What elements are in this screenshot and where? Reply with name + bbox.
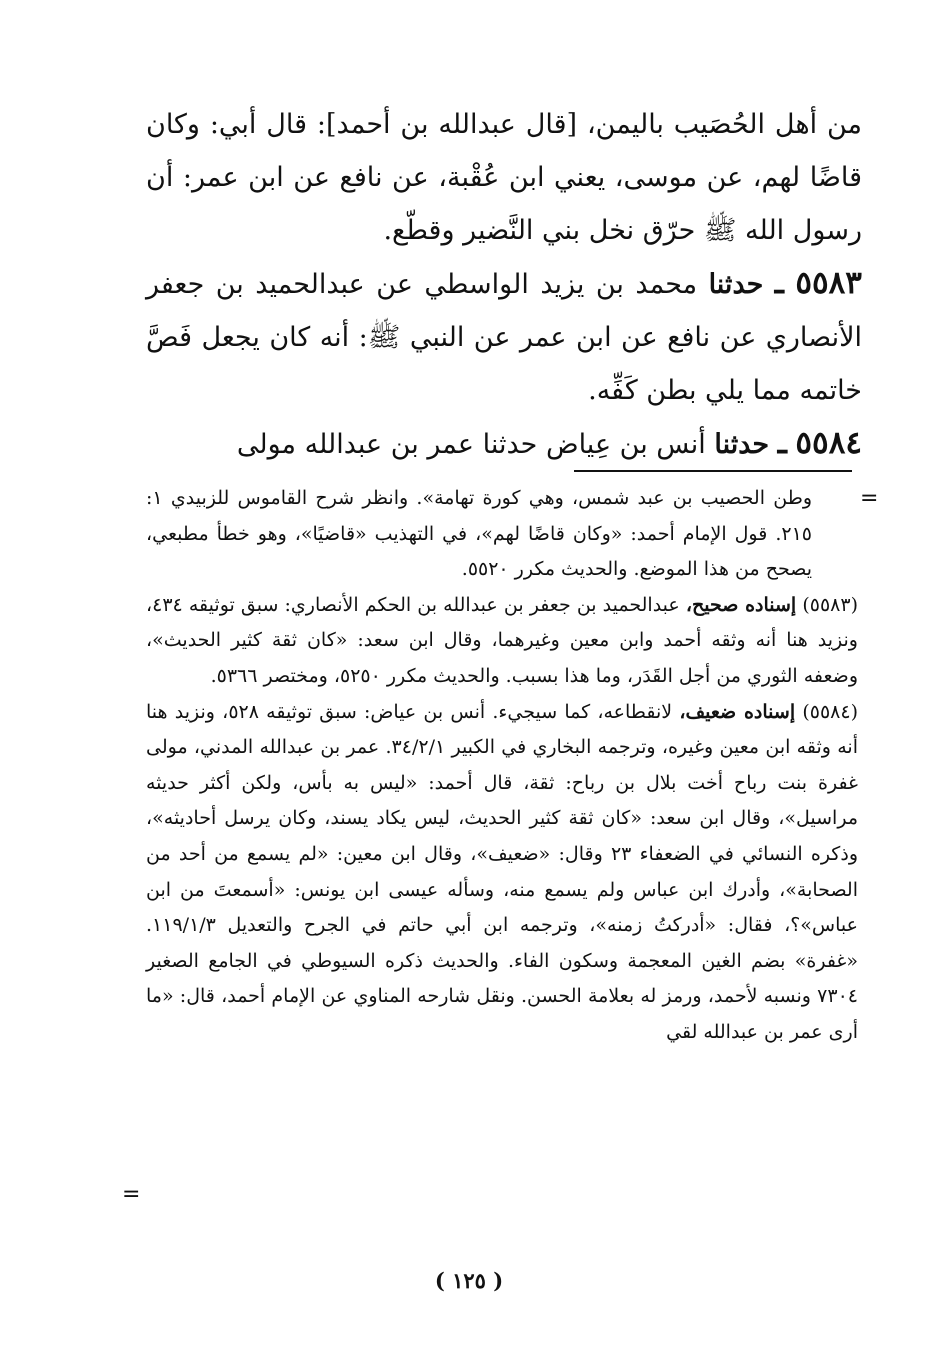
- footnotes: [146, 481, 858, 1051]
- main-text: [146, 98, 862, 471]
- footnote-separator: [574, 470, 852, 472]
- footnote-grade: إسناده ضعيف،: [679, 700, 796, 723]
- hadith-opening-word: حدثنا: [708, 269, 764, 300]
- page-number: ( ١٢٥ ): [434, 1268, 504, 1293]
- footnote-text: عبدالحميد بن جعفر بن عبدالله بن الحكم الأنصاري: سبق توثيقه ٤٣٤، ونزيد هنا أنه وثقه أحمد وابن معين وغيرهما، وقال ابن سعد: «كان ثقة كثير الحديث»، وضعفه الثوري من أجل القَدَر، وما هذا بسبب. والحديث مكرر ٥٢٥٠، ومختصر ٥٣٦٦.: [146, 593, 858, 687]
- footnote-5584: [146, 695, 858, 1051]
- hadith-5583: [146, 257, 862, 417]
- hadith-dash: ـ: [777, 425, 787, 461]
- hadith-text: أنس بن عِياض حدثنا عمر بن عبدالله مولى: [236, 429, 706, 460]
- footnote-number: (٥٥٨٣): [802, 593, 858, 616]
- footnote-text: لانقطاعه، كما سيجيء. أنس بن عياض: سبق توثيقه ٥٢٨، ونزيد هنا أنه وثقه ابن معين وغيره، وترجمه البخاري في الكبير ٣٤/٢/١. عمر بن عبدالله المدني، مولى غفرة بنت رباح أخت بلال بن رباح: ثقة، قال أحمد: «ليس به بأس، ولكن أكثر حديثه مراسيل»، وقال ابن سعد: «كان ثقة كثير الحديث، ليس يكاد يسند، وكان يرسل أحاديثه»، وذكره النسائي في الضعفاء ٢٣ وقال: «ضعيف»، وقال ابن معين: «لم يسمع من أحد من الصحابة»، وأدرك ابن عباس ولم يسمع منه، وسأله عيسى ابن يونس: «أسمعتَ من ابن عباس»؟، فقال: «أدركتُ زمنه»، وترجمه ابن أبي حاتم في الجرح والتعديل ١١٩/١/٣. «غفرة» بضم الغين المعجمة وسكون الفاء. والحديث ذكره السيوطي في الجامع الصغير ٧٣٠٤ ونسبه لأحمد، ورمز له بعلامة الحسن. ونقل شارحه المناوي عن الإمام أحمد، قال: «ما أرى عمر بن عبدالله لقي: [146, 700, 858, 1043]
- footnote-continued: وطن الحصيب بن عبد شمس، وهي كورة تهامة». وانظر شرح القاموس للزبيدي ١: ٢١٥. قول الإمام أحمد: «وكان قاضًا لهم»، في التهذيب «قاضيًا»، وهو خطأ مطبعي، يصحح من هذا الموضع. والحديث مكرر ٥٥٢٠.: [146, 487, 812, 581]
- footnote-number: (٥٥٨٤): [802, 700, 859, 723]
- hadith-number: ٥٥٨٤: [795, 425, 862, 461]
- hadith-5584: [146, 417, 862, 471]
- paragraph-continued: من أهل الحُصَيب باليمن، [قال عبدالله بن أحمد]: قال أبي: وكان قاضًا لهم، عن موسى، يعني ابن عُقْبة، عن نافع عن ابن عمر: أن رسول الله ﷺ حرّق نخل بني النَّضير وقطّع.: [146, 109, 862, 246]
- continuation-mark-out: =: [122, 1182, 141, 1207]
- continuation-mark-in: =: [860, 486, 879, 511]
- hadith-opening-word: حدثنا: [714, 429, 770, 460]
- hadith-dash: ـ: [774, 265, 784, 301]
- footnote-5583: [146, 588, 858, 695]
- hadith-number: ٥٥٨٣: [795, 265, 862, 301]
- hadith-text: محمد بن يزيد الواسطي عن عبدالحميد بن جعفر الأنصاري عن نافع عن ابن عمر عن النبي ﷺ: أنه كان يجعل فَصَّ خاتمه مما يلي بطن كَفِّه.: [146, 269, 862, 406]
- footnote-grade: إسناده صحيح،: [685, 593, 797, 616]
